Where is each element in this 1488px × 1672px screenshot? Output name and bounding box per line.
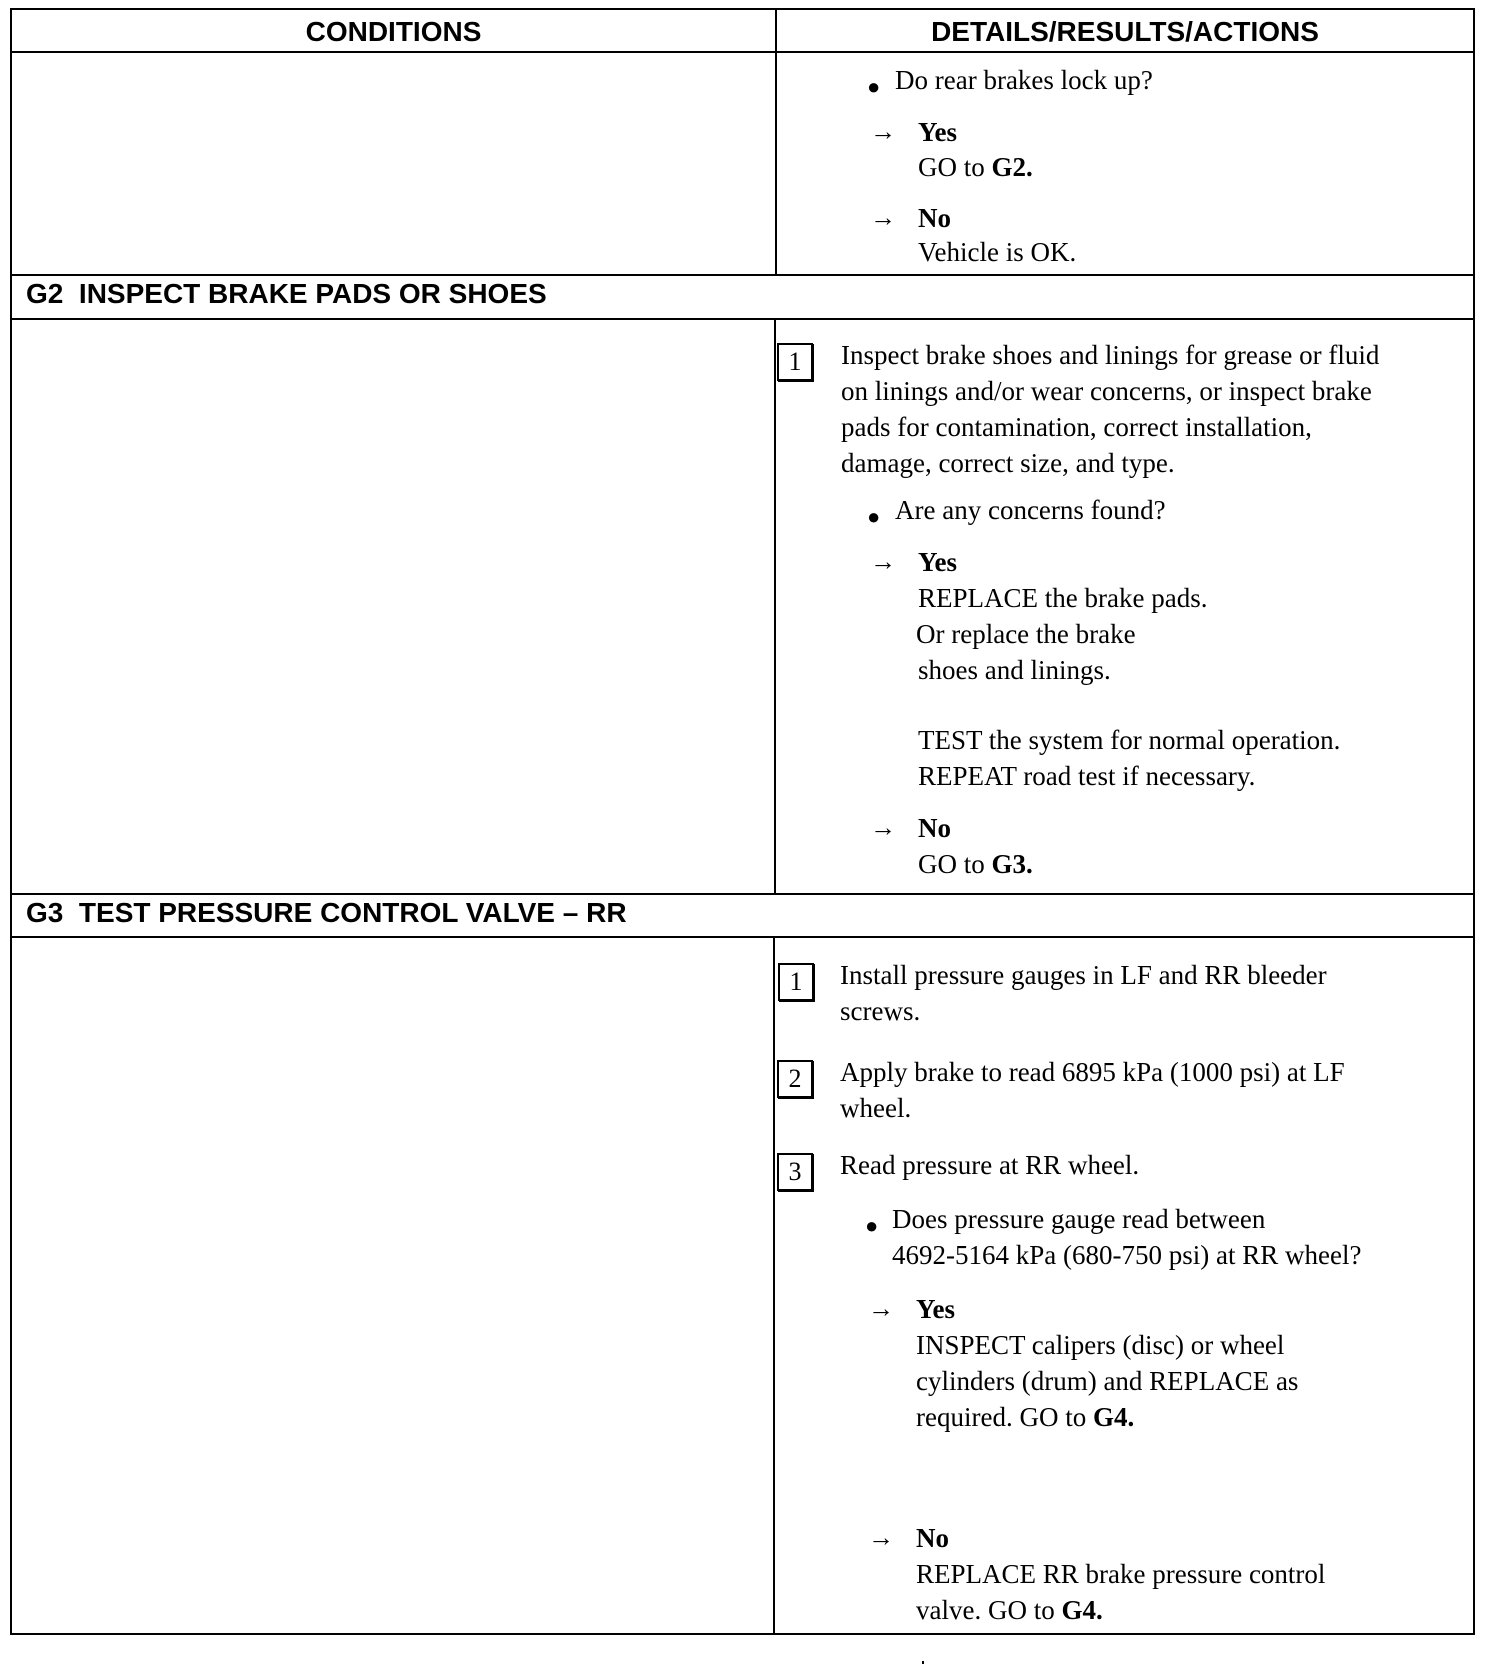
top-question: Do rear brakes lock up? <box>895 65 1153 95</box>
g3-question-line: 4692-5164 kPa (680-750 psi) at RR wheel? <box>892 1240 1362 1270</box>
g2-yes-line: shoes and linings. <box>918 655 1111 685</box>
top-yes-label: Yes <box>918 117 957 147</box>
g3-step-2-line: wheel. <box>840 1093 912 1123</box>
g2-yes-line: REPEAT road test if necessary. <box>918 761 1256 791</box>
g2-step-1-line: Inspect brake shoes and linings for grease or fluid <box>841 340 1380 370</box>
g3-step-3-line: Read pressure at RR wheel. <box>840 1150 1140 1180</box>
g2-title-bottom-divider <box>12 318 1473 320</box>
header-details: DETAILS/RESULTS/ACTIONS <box>931 16 1319 47</box>
bullet-icon: ● <box>867 74 881 99</box>
g3-yes-line: INSPECT calipers (disc) or wheel <box>916 1330 1285 1360</box>
g3-yes-line: required. GO to G4. <box>916 1402 1135 1432</box>
arrow-right-icon: → <box>870 547 896 576</box>
diagnostic-table <box>10 8 1475 1635</box>
bullet-icon: ● <box>867 504 881 529</box>
header-divider <box>12 51 1473 53</box>
scan-speck <box>922 1661 924 1664</box>
g3-title-top-divider <box>12 893 1473 895</box>
g3-step-1-line: screws. <box>840 996 921 1026</box>
g3-step-1-line: Install pressure gauges in LF and RR bleeder <box>840 960 1327 990</box>
column-divider <box>775 10 777 274</box>
top-no-action: Vehicle is OK. <box>918 237 1077 267</box>
top-yes-action: GO to G2. <box>918 152 1033 182</box>
g2-step-1-number: 1 <box>777 343 813 381</box>
g3-step-2-number: 2 <box>777 1060 813 1098</box>
arrow-right-icon: → <box>868 1523 894 1552</box>
g3-no-label: No <box>916 1523 949 1553</box>
g2-step-1-line: on linings and/or wear concerns, or inspect brake <box>841 376 1372 406</box>
column-divider <box>773 936 775 1635</box>
arrow-right-icon: → <box>868 1294 894 1323</box>
top-no-label: No <box>918 203 951 233</box>
arrow-right-icon: → <box>870 813 896 842</box>
g3-step-1-number: 1 <box>778 963 814 1001</box>
g3-no-line: REPLACE RR brake pressure control <box>916 1559 1326 1589</box>
g3-step-2-line: Apply brake to read 6895 kPa (1000 psi) at LF <box>840 1057 1345 1087</box>
g2-yes-line: Or replace the brake <box>916 619 1136 649</box>
g2-question: Are any concerns found? <box>895 495 1166 525</box>
g2-title-top-divider <box>12 274 1473 276</box>
g3-no-line: valve. GO to G4. <box>916 1595 1103 1625</box>
g3-question-line: Does pressure gauge read between <box>892 1204 1266 1234</box>
bullet-icon: ● <box>865 1213 879 1238</box>
arrow-right-icon: → <box>870 117 896 146</box>
g2-yes-label: Yes <box>918 547 957 577</box>
g2-no-action: GO to G3. <box>918 849 1033 879</box>
g2-yes-line: TEST the system for normal operation. <box>918 725 1341 755</box>
g2-section-title: G2 INSPECT BRAKE PADS OR SHOES <box>26 278 547 309</box>
g2-step-1-line: damage, correct size, and type. <box>841 448 1175 478</box>
g2-step-1-line: pads for contamination, correct installation, <box>841 412 1312 442</box>
g3-section-title: G3 TEST PRESSURE CONTROL VALVE – RR <box>26 897 627 928</box>
g2-no-label: No <box>918 813 951 843</box>
column-divider <box>774 318 776 893</box>
g3-title-bottom-divider <box>12 936 1473 938</box>
g3-yes-label: Yes <box>916 1294 955 1324</box>
arrow-right-icon: → <box>870 203 896 232</box>
g3-yes-line: cylinders (drum) and REPLACE as <box>916 1366 1299 1396</box>
header-conditions: CONDITIONS <box>305 16 482 47</box>
g3-step-3-number: 3 <box>777 1153 813 1191</box>
g2-yes-line: REPLACE the brake pads. <box>918 583 1208 613</box>
